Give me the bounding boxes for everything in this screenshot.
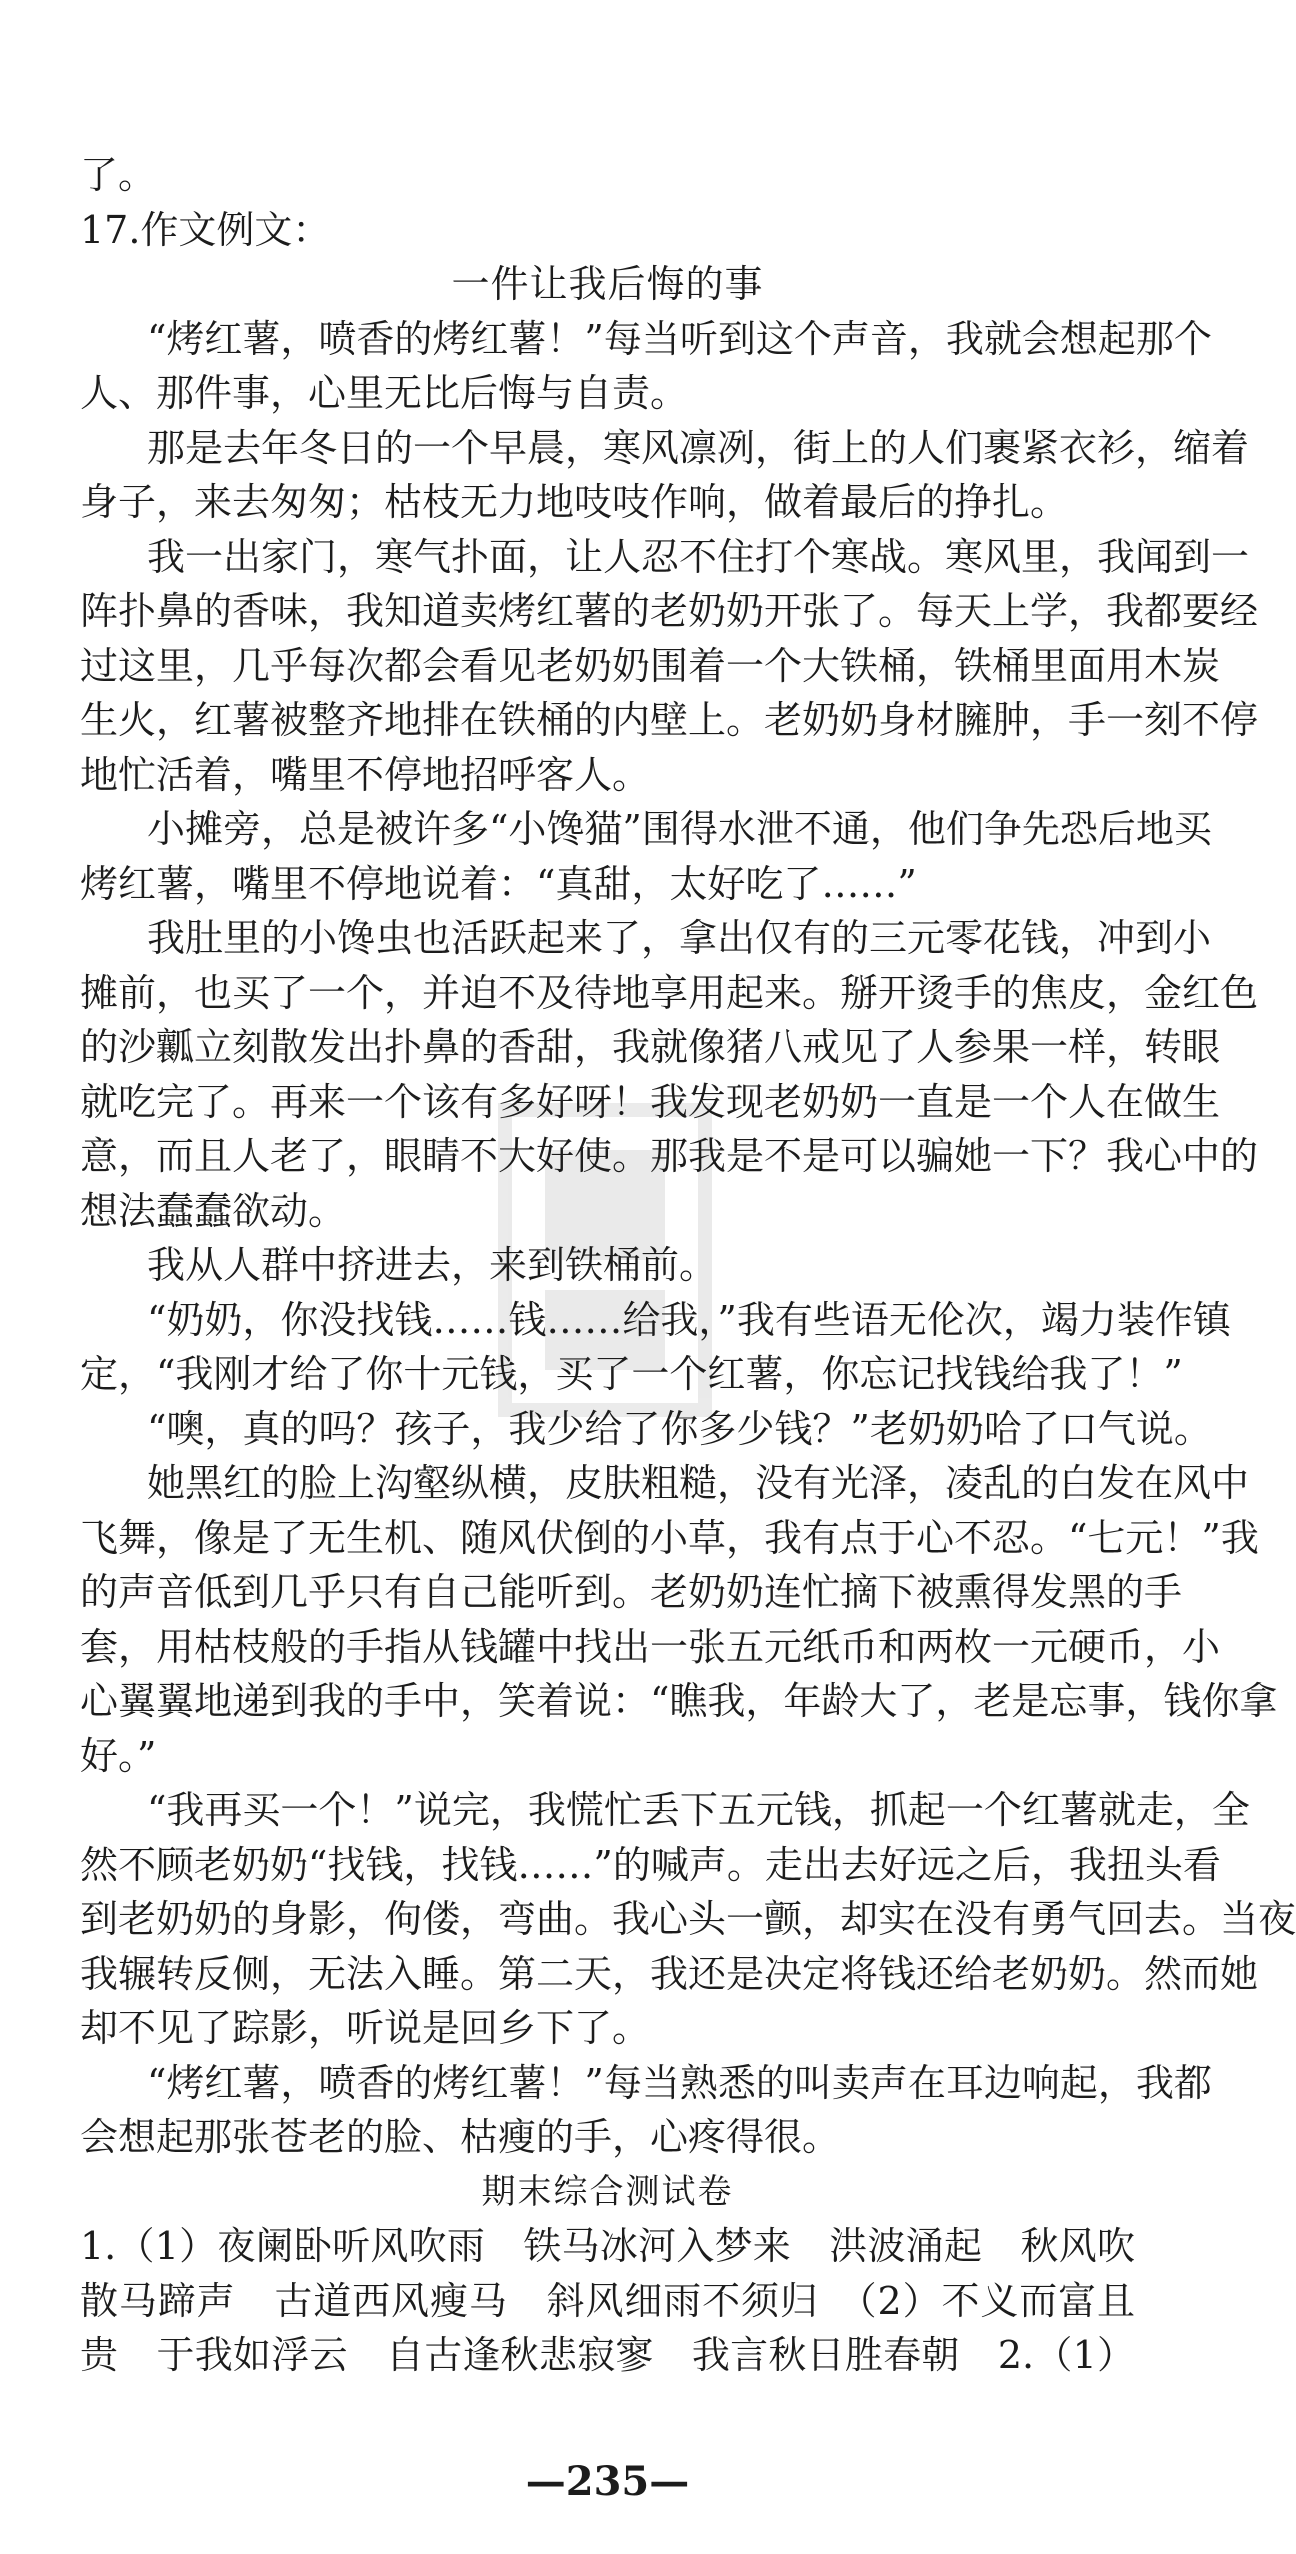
- text-line: 地忙活着，嘴里不停地招呼客人。: [80, 752, 651, 797]
- text-line: 我辗转反侧，无法入睡。第二天，我还是决定将钱还给老奶奶。然而她: [80, 1951, 1259, 1996]
- text-line: 然不顾老奶奶“找钱，找钱……”的喊声。走出去好远之后，我扭头看: [80, 1842, 1221, 1887]
- text-line: 了。: [80, 153, 157, 197]
- text-line: 我从人群中挤进去，来到铁桶前。: [147, 1243, 718, 1287]
- essay-title: 一件让我后悔的事: [451, 262, 764, 306]
- text-line: 就吃完了。再来一个该有多好呀！我发现老奶奶一直是一个人在做生: [80, 1079, 1221, 1124]
- text-line: 好。”: [80, 1733, 157, 1778]
- test-title: 期末综合测试卷: [481, 2171, 734, 2212]
- answer-line: 散马蹄声 古道西风瘦马 斜风细雨不须归 （2）不义而富且: [80, 2278, 1135, 2323]
- text-line: 人、那件事，心里无比后悔与自责。: [80, 371, 689, 415]
- text-line: 到老奶奶的身影，佝偻，弯曲。我心头一颤，却实在没有勇气回去。当夜: [80, 1897, 1296, 1941]
- text-line: 意，而且人老了，眼睛不大好使。那我是不是可以骗她一下？我心中的: [80, 1134, 1259, 1178]
- text-line: 摊前，也买了一个，并迫不及待地享用起来。掰开烫手的焦皮，金红色: [80, 970, 1259, 1015]
- text-line: 的沙瓤立刻散发出扑鼻的香甜，我就像猪八戒见了人参果一样，转眼: [80, 1025, 1221, 1069]
- text-line: 小摊旁，总是被许多“小馋猫”围得水泄不通，他们争先恐后地买: [147, 807, 1212, 851]
- text-line: 飞舞，像是了无生机、随风伏倒的小草，我有点于心不忍。“七元！”我: [80, 1515, 1259, 1560]
- text-line: 身子，来去匆匆；枯枝无力地吱吱作响，做着最后的挣扎。: [80, 480, 1069, 524]
- text-line: 她黑红的脸上沟壑纵横，皮肤粗糙，没有光泽，凌乱的白发在风中: [147, 1461, 1250, 1505]
- text-line: 我一出家门，寒气扑面，让人忍不住打个寒战。寒风里，我闻到一: [147, 534, 1250, 579]
- text-line: 套，用枯枝般的手指从钱罐中找出一张五元纸币和两枚一元硬币，小: [80, 1624, 1221, 1669]
- text-line: 我肚里的小馋虫也活跃起来了，拿出仅有的三元零花钱，冲到小: [147, 916, 1212, 960]
- text-line: “噢，真的吗？孩子，我少给了你多少钱？”老奶奶哈了口气说。: [147, 1406, 1212, 1451]
- text-line: 生火，红薯被整齐地排在铁桶的内壁上。老奶奶身材臃肿，手一刻不停: [80, 698, 1259, 742]
- answer-line: 贵 于我如浮云 自古逢秋悲寂寥 我言秋日胜春朝 2.（1）: [80, 2333, 1135, 2377]
- text-line: 心翼翼地递到我的手中，笑着说：“瞧我，年龄大了，老是忘事，钱你拿: [80, 1679, 1278, 1723]
- text-line: 定，“我刚才给了你十元钱，买了一个红薯，你忘记找钱给我了！”: [80, 1352, 1183, 1396]
- text-line: “烤红薯，喷香的烤红薯！”每当熟悉的叫卖声在耳边响起，我都: [147, 2060, 1212, 2105]
- section-label: 17.作文例文：: [80, 207, 331, 252]
- text-line: 阵扑鼻的香味，我知道卖烤红薯的老奶奶开张了。每天上学，我都要经: [80, 589, 1259, 633]
- text-line: “烤红薯，喷香的烤红薯！”每当听到这个声音，我就会想起那个: [147, 316, 1212, 361]
- text-line: 的声音低到几乎只有自己能听到。老奶奶连忙摘下被熏得发黑的手: [80, 1570, 1183, 1614]
- text-line: 烤红薯，嘴里不停地说着：“真甜，太好吃了……”: [80, 861, 917, 906]
- text-line: 却不见了踪影，听说是回乡下了。: [80, 2006, 651, 2050]
- page-number: —235—: [525, 2458, 690, 2505]
- text-line: 那是去年冬日的一个早晨，寒风凛冽，街上的人们裹紧衣衫，缩着: [147, 425, 1250, 470]
- text-line: 会想起那张苍老的脸、枯瘦的手，心疼得很。: [80, 2115, 841, 2159]
- text-line: “我再买一个！”说完，我慌忙丢下五元钱，抓起一个红薯就走，全: [147, 1788, 1250, 1832]
- text-line: “奶奶，你没找钱……钱……给我，”我有些语无伦次，竭力装作镇: [147, 1297, 1231, 1342]
- text-line: 想法蠢蠢欲动。: [80, 1188, 347, 1233]
- text-line: 过这里，几乎每次都会看见老奶奶围着一个大铁桶，铁桶里面用木炭: [80, 643, 1221, 688]
- answer-line: 1.（1）夜阑卧听风吹雨 铁马冰河入梦来 洪波涌起 秋风吹: [80, 2224, 1135, 2268]
